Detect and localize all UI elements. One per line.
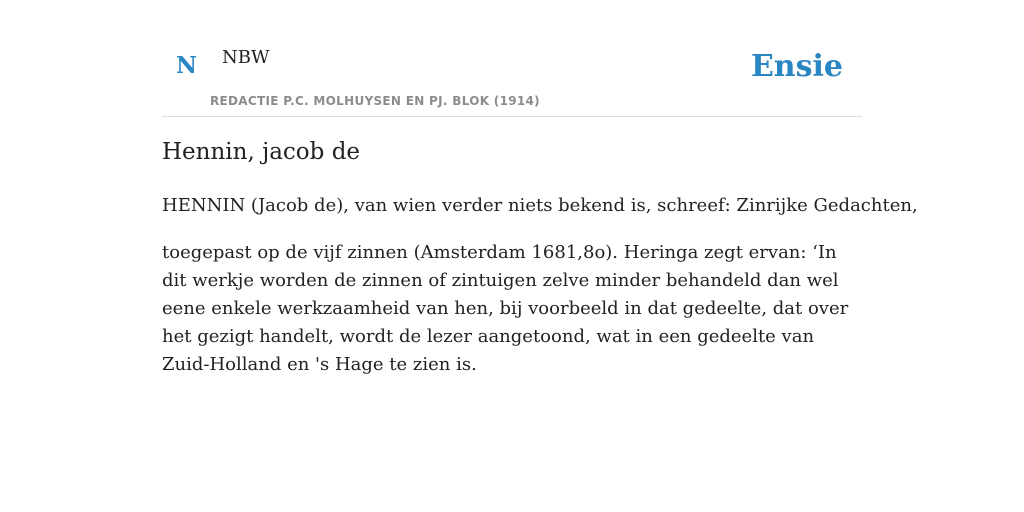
brand-logo[interactable]: Ensie <box>750 49 843 84</box>
editors-credit: REDACTIE P.C. MOLHUYSEN EN PJ. BLOK (1914) <box>210 94 540 108</box>
article-container <box>162 0 918 375</box>
entry-title: Hennin, jacob de <box>162 139 361 165</box>
source-logo[interactable]: N <box>176 52 198 79</box>
entry-paragraph: toegepast op de vijf zinnen (Amsterdam 1681,8o). Heringa zegt ervan: ‘In dit werkje worden de zinnen of zintuigen zelve minder behandeld dan wel eene enkele werkzaamheid van hen, bij voorbeeld in dat gedeelte, dat over het gezigt handelt, wordt de lezer aangetoond, wat in een gedeelte van Zuid-Holland en 's Hage te zien is. <box>162 242 849 375</box>
source-name[interactable]: NBW <box>222 47 270 68</box>
page-header <box>162 0 862 117</box>
entry-paragraph: HENNIN (Jacob de), van wien verder niets bekend is, schreef: Zinrijke Gedachten, <box>162 195 918 216</box>
